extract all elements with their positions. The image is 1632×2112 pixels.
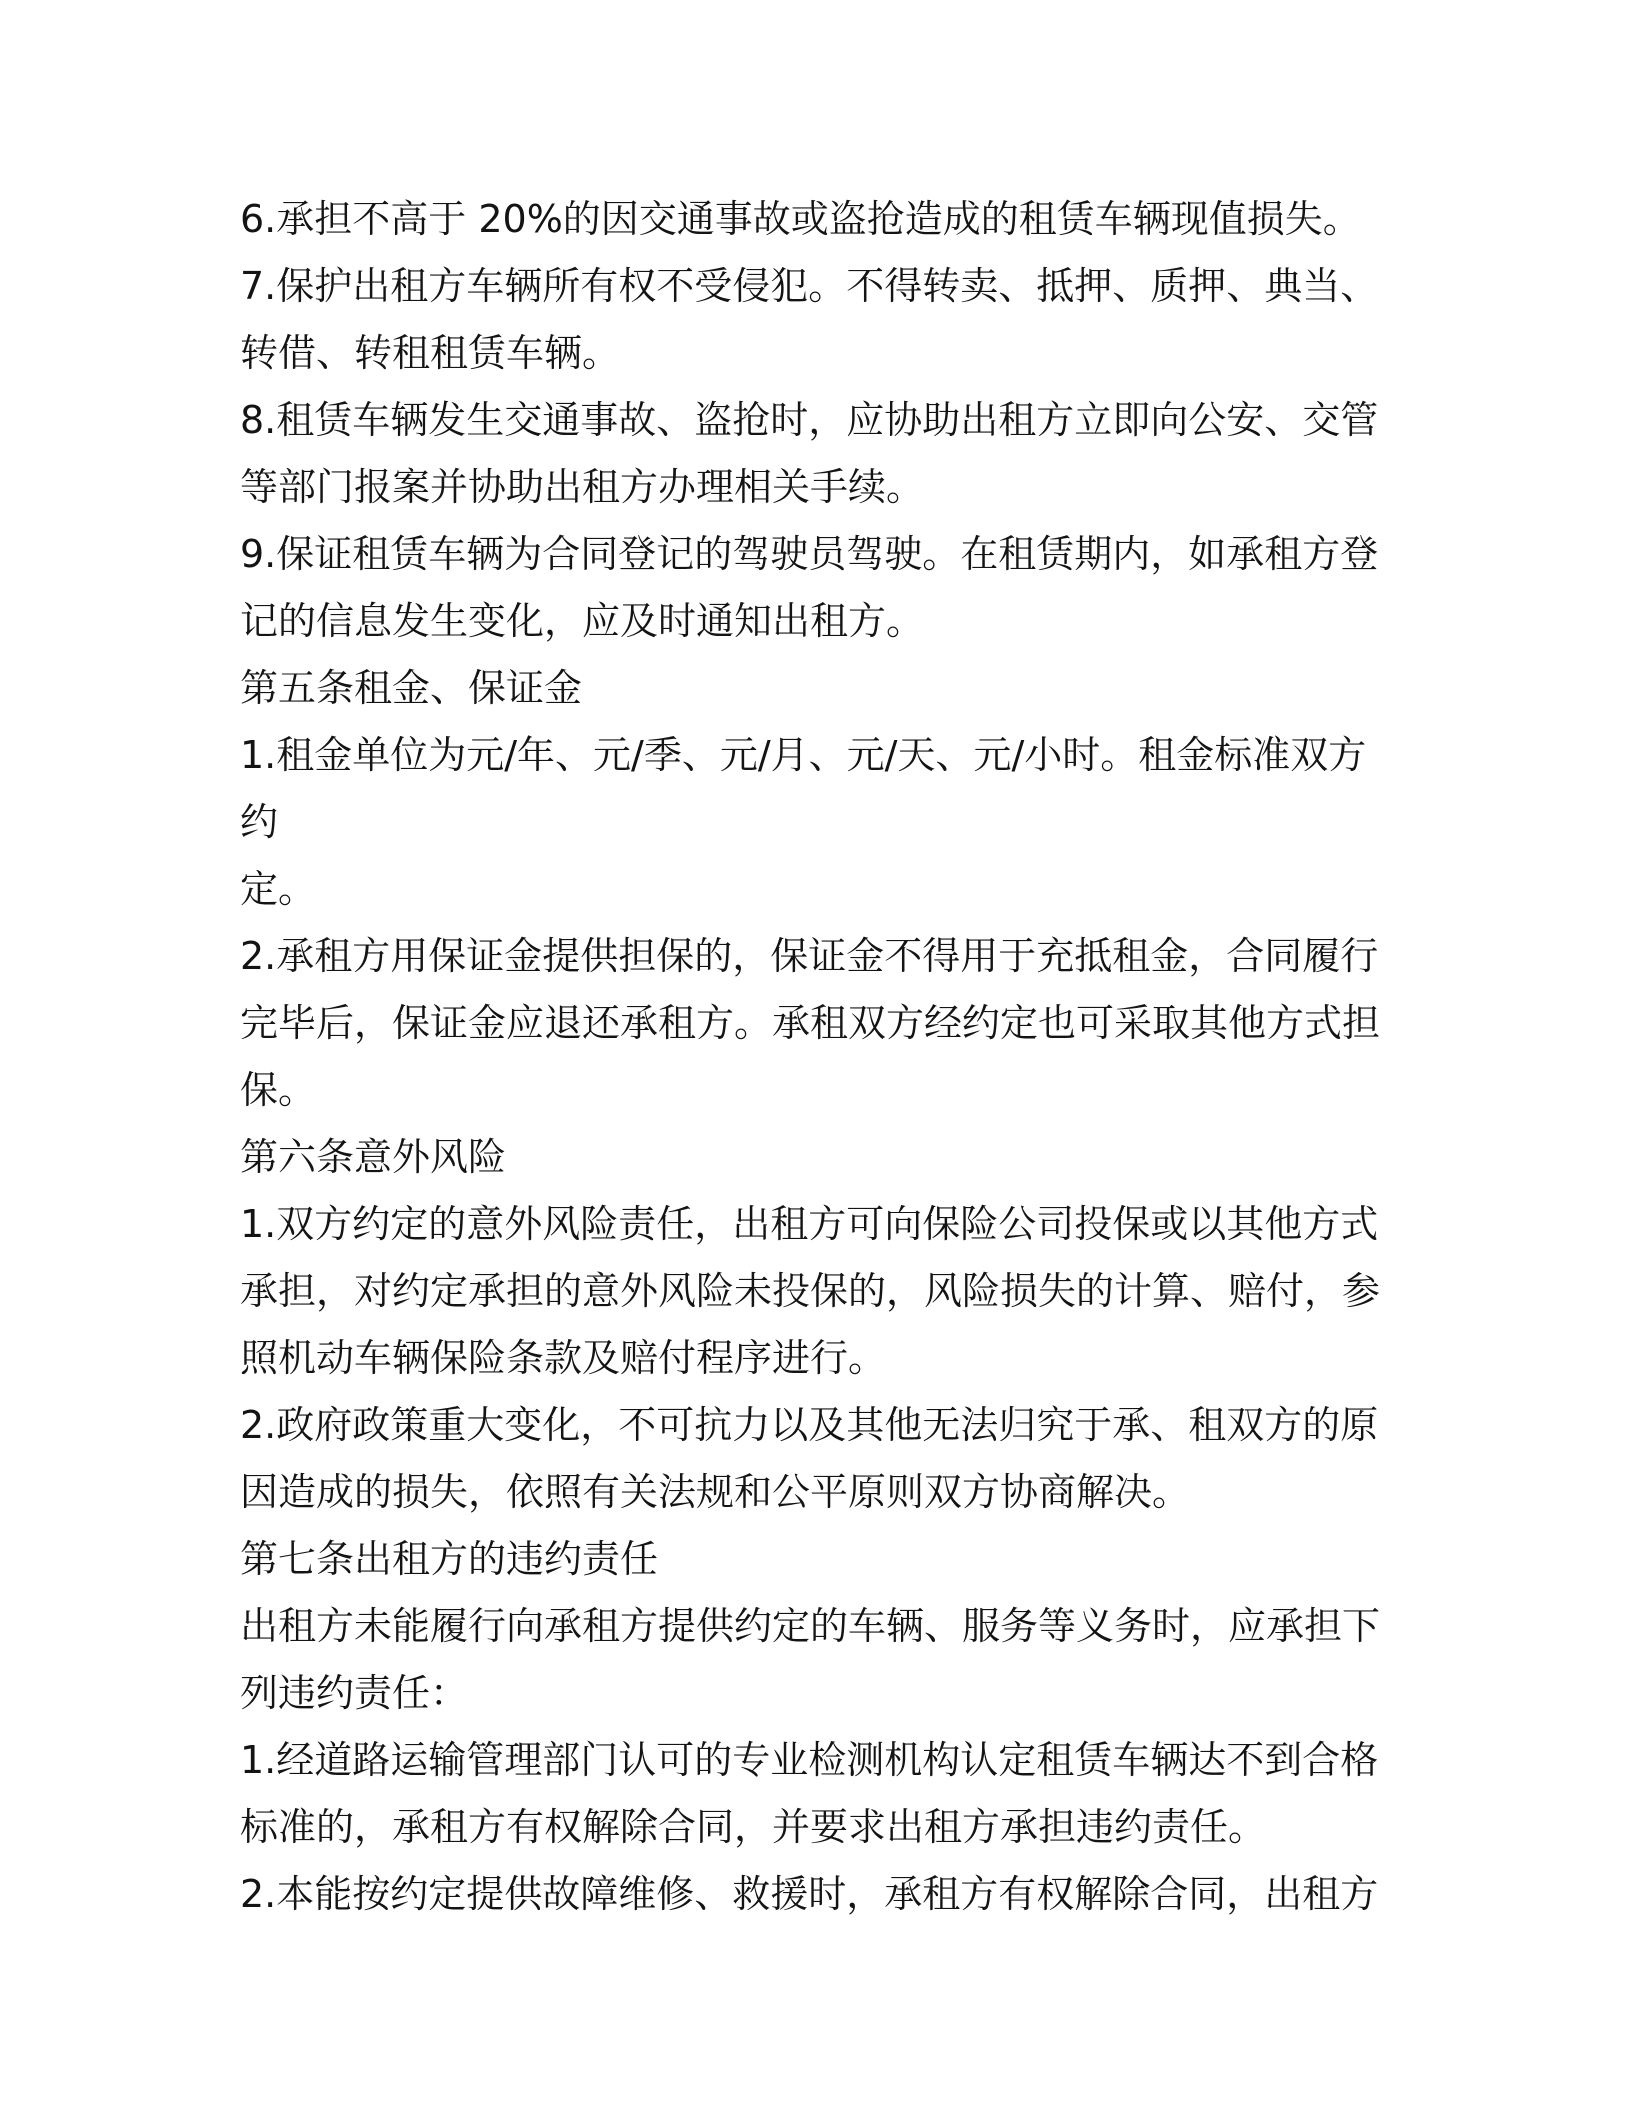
text-line-4: 8.租赁车辆发生交通事故、盗抢时，应协助出租方立即向公安、交管 bbox=[240, 398, 1379, 442]
text-line-13: 保。 bbox=[240, 1068, 317, 1112]
text-line-23: 1.经道路运输管理部门认可的专业检测机构认定租赁车辆达不到合格 bbox=[240, 1738, 1379, 1782]
text-line-18: 2.政府政策重大变化，不可抗力以及其他无法归究于承、租双方的原 bbox=[240, 1403, 1379, 1447]
text-line-17: 照机动车辆保险条款及赔付程序进行。 bbox=[240, 1336, 887, 1380]
section-heading-article-7: 第七条出租方的违约责任 bbox=[240, 1537, 659, 1581]
section-heading-article-6: 第六条意外风险 bbox=[240, 1135, 507, 1179]
document-body bbox=[240, 186, 1400, 1928]
text-line-2: 7.保护出租方车辆所有权不受侵犯。不得转卖、抵押、质押、典当、 bbox=[240, 264, 1379, 308]
text-line-15: 1.双方约定的意外风险责任，出租方可向保险公司投保或以其他方式 bbox=[240, 1202, 1379, 1246]
text-line-6: 9.保证租赁车辆为合同登记的驾驶员驾驶。在租赁期内，如承租方登 bbox=[240, 532, 1379, 576]
text-line-1: 6.承担不高于 20%的因交通事故或盗抢造成的租赁车辆现值损失。 bbox=[240, 197, 1361, 241]
text-line-24: 标准的，承租方有权解除合同，并要求出租方承担违约责任。 bbox=[240, 1805, 1267, 1849]
text-line-3: 转借、转租租赁车辆。 bbox=[240, 331, 621, 375]
text-line-21: 出租方未能履行向承租方提供约定的车辆、服务等义务时，应承担下 bbox=[240, 1604, 1381, 1648]
text-line-10: 定。 bbox=[240, 867, 317, 911]
text-line-12: 完毕后，保证金应退还承租方。承租双方经约定也可采取其他方式担 bbox=[240, 1001, 1381, 1045]
section-heading-article-5: 第五条租金、保证金 bbox=[240, 666, 583, 710]
text-line-11: 2.承租方用保证金提供担保的，保证金不得用于充抵租金，合同履行 bbox=[240, 934, 1379, 978]
text-line-5: 等部门报案并协助出租方办理相关手续。 bbox=[240, 465, 925, 509]
text-line-19: 因造成的损失，依照有关法规和公平原则双方协商解决。 bbox=[240, 1470, 1191, 1514]
text-line-7: 记的信息发生变化，应及时通知出租方。 bbox=[240, 599, 925, 643]
text-line-16: 承担，对约定承担的意外风险未投保的，风险损失的计算、赔付，参 bbox=[240, 1269, 1381, 1313]
text-line-25: 2.本能按约定提供故障维修、救援时，承租方有权解除合同，出租方 bbox=[240, 1872, 1379, 1916]
text-line-22: 列违约责任： bbox=[240, 1671, 469, 1715]
text-line-9: 1.租金单位为元/年、元/季、元/月、元/天、元/小时。租金标准双方约 bbox=[240, 733, 1367, 844]
